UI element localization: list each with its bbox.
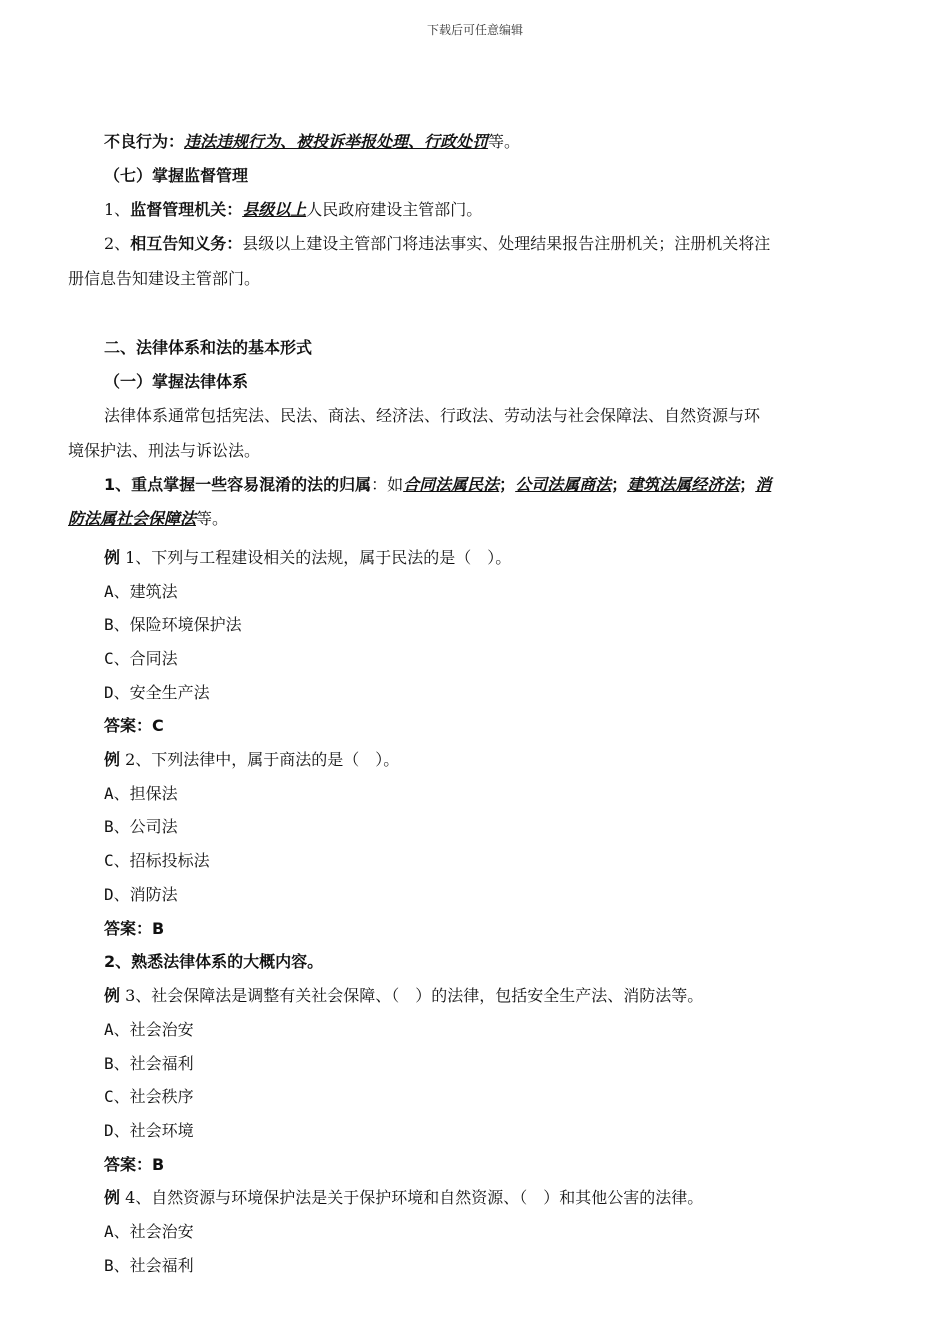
text-run: 例: [104, 548, 121, 567]
text-run: ：如: [371, 475, 404, 494]
text-run: 消: [755, 475, 772, 494]
text-run: 1、下列与工程建设相关的法规，属于民法的是（ ）。: [120, 548, 512, 567]
text-run: 防法属社会保障法: [68, 509, 197, 528]
text-run: A、社会治安: [104, 1020, 194, 1039]
text-run: ；: [739, 475, 756, 494]
text-run: 县级以上建设主管部门将违法事实、处理结果报告注册机关；注册机关将注: [242, 234, 771, 253]
text-run: 2、熟悉法律体系的大概内容。: [104, 952, 324, 971]
text-run: 答案：C: [104, 716, 164, 735]
text-line: [104, 682, 210, 704]
text-run: ；: [611, 475, 628, 494]
text-line: [68, 440, 260, 462]
text-line: [104, 233, 770, 255]
text-run: C、招标投标法: [104, 851, 210, 870]
text-run: B、社会福利: [104, 1256, 194, 1275]
text-run: B、社会福利: [104, 1054, 194, 1073]
text-run: 人民政府建设主管部门。: [306, 200, 483, 219]
text-run: B、保险环境保护法: [104, 615, 242, 634]
text-run: A、建筑法: [104, 582, 178, 601]
text-run: 1、重点掌握一些容易混淆的法的归属: [104, 475, 372, 494]
text-run: A、社会治安: [104, 1222, 194, 1241]
text-run: 建筑法属经济法: [627, 475, 740, 494]
text-run: 册信息告知建设主管部门。: [68, 269, 261, 288]
text-run: 等。: [488, 132, 521, 151]
text-line: [104, 1053, 194, 1075]
text-line: [104, 850, 210, 872]
text-run: D、社会环境: [104, 1121, 194, 1140]
text-run: 二、法律体系和法的基本形式: [104, 338, 313, 357]
text-run: （七）掌握监督管理: [104, 166, 249, 185]
text-line: [104, 165, 248, 187]
text-run: 监督管理机关：: [130, 200, 243, 219]
text-line: [104, 1187, 703, 1209]
text-run: A、担保法: [104, 784, 178, 803]
text-line: [104, 199, 482, 221]
text-line: [104, 816, 178, 838]
text-run: 等。: [196, 509, 229, 528]
text-line: [104, 648, 178, 670]
text-run: 境保护法、刑法与诉讼法。: [68, 441, 261, 460]
text-run: 法律体系通常包括宪法、民法、商法、经济法、行政法、劳动法与社会保障法、自然资源与环: [104, 406, 761, 425]
text-run: B、公司法: [104, 817, 178, 836]
text-run: 4、自然资源与环境保护法是关于保护环境和自然资源、（ ）和其他公害的法律。: [120, 1188, 704, 1207]
text-run: 1、: [104, 200, 131, 219]
text-line: [104, 1221, 194, 1243]
text-line: [104, 405, 760, 427]
text-line: [104, 371, 248, 393]
text-run: 答案：B: [104, 1155, 165, 1174]
text-run: 县级以上: [242, 200, 307, 219]
text-line: [104, 131, 520, 153]
text-run: C、社会秩序: [104, 1087, 194, 1106]
text-line: [104, 1255, 194, 1277]
text-line: [104, 581, 178, 603]
text-run: 相互告知义务：: [130, 234, 243, 253]
text-run: D、安全生产法: [104, 683, 210, 702]
text-run: 违法违规行为、被投诉举报处理、行政处罚: [184, 132, 489, 151]
text-line: [104, 783, 178, 805]
text-run: D、消防法: [104, 885, 178, 904]
text-run: 例: [104, 1188, 121, 1207]
text-line: [104, 715, 164, 737]
text-run: 2、: [104, 234, 131, 253]
text-line: [68, 268, 260, 290]
text-line: [104, 1120, 194, 1142]
text-line: [104, 474, 771, 496]
text-line: [104, 918, 164, 940]
text-line: [104, 614, 242, 636]
text-run: 公司法属商法: [515, 475, 612, 494]
text-line: [104, 1086, 194, 1108]
text-run: C、合同法: [104, 649, 178, 668]
text-line: [104, 985, 703, 1007]
text-line: [68, 508, 228, 530]
text-run: 答案：B: [104, 919, 165, 938]
text-line: [104, 951, 323, 973]
text-line: [104, 884, 178, 906]
text-run: 例: [104, 986, 121, 1005]
text-run: 不良行为：: [104, 132, 185, 151]
text-line: [104, 547, 511, 569]
text-run: ；: [499, 475, 516, 494]
text-line: [104, 749, 399, 771]
text-run: 3、社会保障法是调整有关社会保障、（ ）的法律，包括安全生产法、消防法等。: [120, 986, 704, 1005]
text-run: 2、下列法律中，属于商法的是（ ）。: [120, 750, 400, 769]
text-run: 合同法属民法: [403, 475, 500, 494]
page-header: 下载后可任意编辑: [426, 23, 523, 37]
text-run: 例: [104, 750, 121, 769]
text-line: [104, 1019, 194, 1041]
text-line: [104, 337, 312, 359]
text-line: [104, 1154, 164, 1176]
text-run: （一）掌握法律体系: [104, 372, 249, 391]
